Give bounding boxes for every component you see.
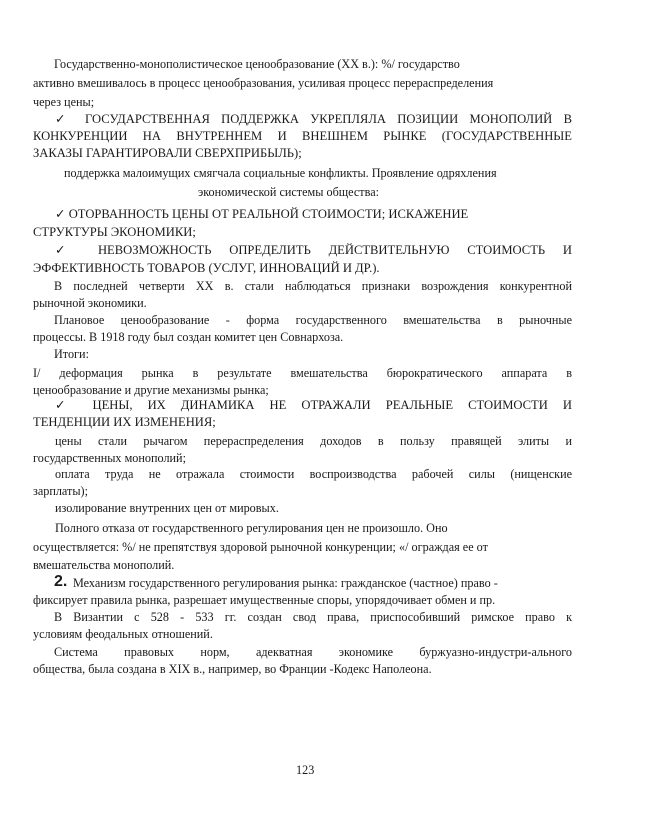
text-line: Механизм государственного регулирования рынка: гражданское (частное) право - (73, 576, 498, 590)
text-line: вмешательства монополий. (33, 558, 175, 572)
text-line: Полного отказа от государственного регулирования цен не произошло. Оно (55, 521, 448, 535)
text-line: через цены; (33, 95, 95, 109)
page-number: 123 (296, 763, 315, 777)
text-line: фиксирует правила рынка, разрешает имущественные споры, упорядочивает обмен и пр. (33, 593, 496, 607)
text-line: процессы. В 1918 году был создан комитет цен Совнархоза. (33, 330, 344, 344)
text-line: ✓ ОТОРВАННОСТЬ ЦЕНЫ ОТ РЕАЛЬНОЙ СТОИМОСТИ; ИСКАЖЕНИЕ (55, 207, 469, 221)
section-number: 2. (54, 573, 68, 590)
text-line: ✓ ЦЕНЫ, ИХ ДИНАМИКА НЕ ОТРАЖАЛИ РЕАЛЬНЫЕ СТОИМОСТИ И (55, 398, 572, 412)
text-line: ✓ НЕВОЗМОЖНОСТЬ ОПРЕДЕЛИТЬ ДЕЙСТВИТЕЛЬНУЮ СТОИМОСТЬ И (55, 243, 572, 257)
text-line: поддержка малоимущих смягчала социальные конфликты. Проявление одряхления (64, 166, 497, 180)
text-line: государственных монополий; (33, 451, 186, 465)
text-line: зарплаты); (33, 484, 88, 498)
text-line: СТРУКТУРЫ ЭКОНОМИКИ; (33, 225, 196, 239)
text-line: рыночной экономики. (33, 296, 147, 310)
text-line: Плановое ценообразование - форма государственного вмешательства в рыночные (54, 313, 572, 327)
text-line: I/ деформация рынка в результате вмешательства бюрократического аппарата в (33, 366, 572, 380)
text-line: экономической системы общества: (198, 185, 380, 199)
text-line: ЭФФЕКТИВНОСТЬ ТОВАРОВ (УСЛУГ, ИННОВАЦИЙ И ДР.). (33, 261, 380, 275)
text-line: Итоги: (54, 347, 89, 361)
text-line: Государственно-монополистическое ценообразование (XX в.): %/ государство (54, 57, 460, 71)
text-line: В последней четверти XX в. стали наблюдаться признаки возрождения конкурентной (54, 279, 572, 293)
text-line: Система правовых норм, адекватная экономике буржуазно-индустри-ального (54, 645, 572, 659)
text-line: оплата труда не отражала стоимости воспроизводства рабочей силы (нищенские (55, 467, 572, 481)
text-line: ЗАКАЗЫ ГАРАНТИРОВАЛИ СВЕРХПРИБЫЛЬ); (33, 146, 302, 160)
text-line: цены стали рычагом перераспределения доходов в пользу правящей элиты и (55, 434, 572, 448)
text-line: общества, была создана в XIX в., например, во Франции -Кодекс Наполеона. (33, 662, 432, 676)
text-line: КОНКУРЕНЦИИ НА ВНУТРЕННЕМ И ВНЕШНЕМ РЫНКЕ (ГОСУДАРСТВЕННЫЕ (33, 129, 572, 143)
text-line: В Византии с 528 - 533 гг. создан свод права, приспособивший римское право к (54, 610, 572, 624)
text-line: активно вмешивалось в процесс ценообразования, усиливая процесс перераспределения (33, 76, 494, 90)
text-line: ТЕНДЕНЦИИ ИХ ИЗМЕНЕНИЯ; (33, 415, 216, 429)
text-line: ✓ ГОСУДАРСТВЕННАЯ ПОДДЕРЖКА УКРЕПЛЯЛА ПОЗИЦИИ МОНОПОЛИЙ В (55, 112, 572, 126)
text-line: осуществляется: %/ не препятствуя здоровой рыночной конкуренции; «/ ограждая ее от (33, 540, 488, 554)
text-line: условиям феодальных отношений. (33, 627, 213, 641)
text-line: изолирование внутренних цен от мировых. (55, 501, 279, 515)
text-line: ценообразование и другие механизмы рынка; (33, 383, 269, 397)
